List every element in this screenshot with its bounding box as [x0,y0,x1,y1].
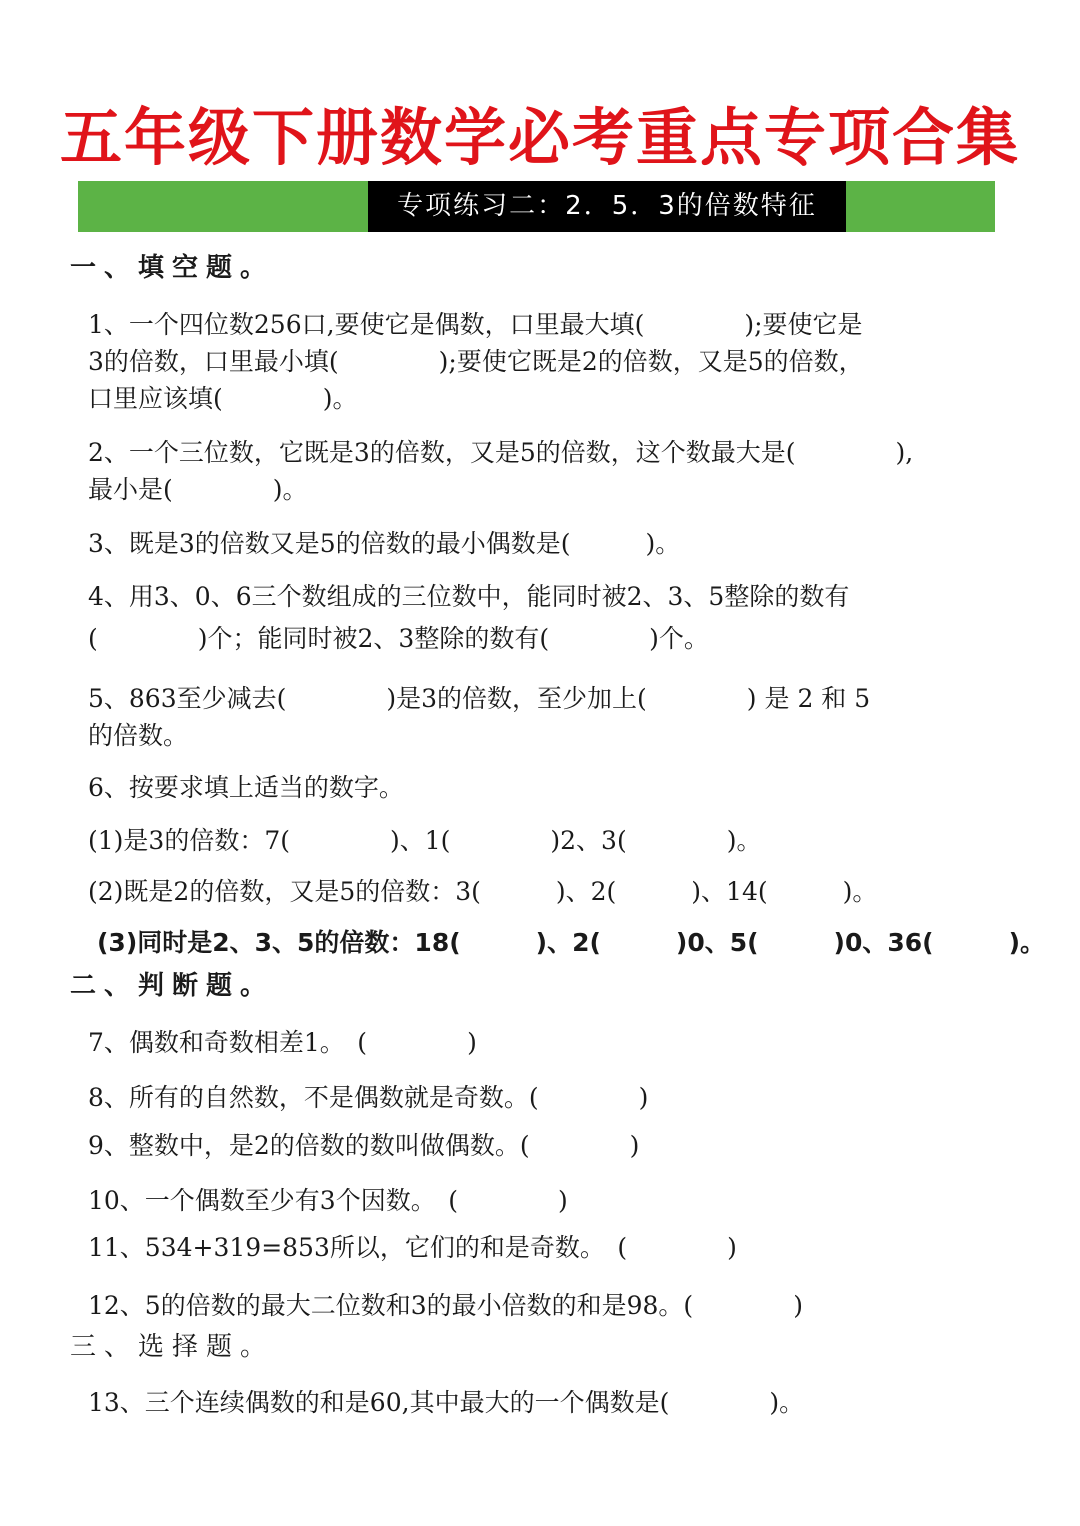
question-4-line-1: 4、用3、0、6三个数组成的三位数中，能同时被2、3、5整除的数有 [88,582,850,611]
question-5-line-1: 5、863至少减去( )是3的倍数，至少加上( ) 是 2 和 5 [88,684,871,713]
question-1-line-1: 1、一个四位数256口,要使它是偶数，口里最大填( );要使它是 [88,310,863,339]
banner-label: 专项练习二：2．5．3的倍数特征 [368,181,846,232]
question-6-part-3: (3)同时是2、3、5的倍数：18( )、2( )0、5( )0、36( )。 [97,928,1046,957]
question-1-line-3: 口里应该填( )。 [88,384,358,413]
section-multiple-choice: 三、选择题。 [70,1332,275,1362]
question-6-part-2: (2)既是2的倍数，又是5的倍数：3( )、2( )、14( )。 [88,877,878,906]
question-3: 3、既是3的倍数又是5的倍数的最小偶数是( )。 [88,529,681,558]
question-5-line-2: 的倍数。 [88,721,189,750]
question-6: 6、按要求填上适当的数字。 [88,773,404,802]
question-7: 7、偶数和奇数相差1。 ( ) [88,1028,477,1057]
question-12: 12、5的倍数的最大二位数和3的最小倍数的和是98。( ) [88,1291,803,1320]
question-11: 11、534+319=853所以，它们的和是奇数。 ( ) [88,1233,737,1262]
question-2-line-1: 2、一个三位数，它既是3的倍数，又是5的倍数，这个数最大是( ), [88,438,914,467]
question-6-part-1: (1)是3的倍数：7( )、1( )2、3( )。 [88,826,762,855]
section-banner [78,181,995,232]
question-1-line-2: 3的倍数，口里最小填( );要使它既是2的倍数，又是5的倍数， [88,347,864,376]
question-4-line-2: ( )个；能同时被2、3整除的数有( )个。 [88,624,709,653]
question-9: 9、整数中，是2的倍数的数叫做偶数。( ) [88,1131,640,1160]
question-10: 10、一个偶数至少有3个因数。 ( ) [88,1186,568,1215]
section-true-false: 二、判断题。 [70,971,275,1001]
question-13: 13、三个连续偶数的和是60,其中最大的一个偶数是( )。 [88,1388,805,1417]
question-2-line-2: 最小是( )。 [88,475,308,504]
question-8: 8、所有的自然数，不是偶数就是奇数。( ) [88,1083,649,1112]
section-fill-blank: 一、填空题。 [70,253,275,283]
page-title: 五年级下册数学必考重点专项合集 [59,101,1020,174]
